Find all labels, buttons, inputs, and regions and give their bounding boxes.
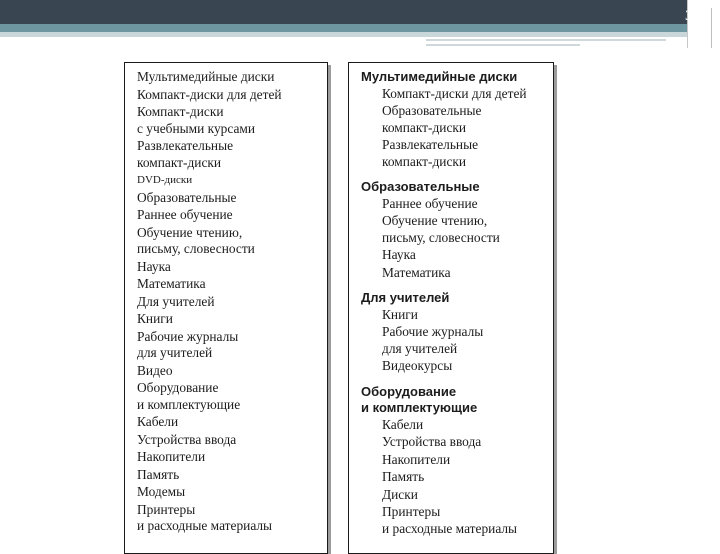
list-item: Развлекательные компакт-диски (137, 138, 234, 170)
list-item: Компакт-диски для детей (382, 85, 527, 101)
header-light-band (0, 32, 720, 37)
list-item: Видео (137, 362, 173, 378)
grouped-category-list (348, 62, 554, 554)
list-item: Видеокурсы (382, 358, 453, 373)
list-item: Принтеры и расходные материалы (382, 504, 518, 536)
category-group (361, 290, 549, 375)
list-item: DVD-диски (137, 174, 193, 186)
header-rule (426, 39, 666, 41)
category-group (361, 179, 549, 281)
list-item: Кабели (137, 414, 179, 429)
list-item: Принтеры и расходные материалы (137, 501, 273, 533)
list-item: Рабочие журналы для учителей (382, 324, 484, 356)
group-heading: Образовательные (361, 179, 480, 194)
list-item: Модемы (137, 484, 186, 499)
list-item: Накопители (382, 451, 451, 467)
list-item: Компакт-диски с учебными курсами (137, 104, 256, 136)
header-accent-band (0, 24, 720, 32)
slide-header-bar (0, 0, 720, 24)
group-heading: Мультимедийные диски (361, 69, 518, 84)
list-item: Оборудование и комплектующие (137, 380, 241, 412)
list-item: Кабели (382, 416, 424, 432)
list-item: Устройства ввода (382, 434, 482, 449)
list-item: Для учителей (137, 293, 215, 309)
list-item: Образовательные компакт-диски (382, 103, 482, 135)
category-group (361, 384, 549, 538)
list-item: Развлекательные компакт-диски (382, 137, 479, 169)
category-group (361, 69, 549, 170)
header-rule-short (426, 44, 580, 46)
list-item: Раннее обучение (382, 195, 478, 211)
group-heading: Для учителей (361, 290, 450, 305)
page-number: 37 (685, 8, 700, 24)
list-item: Обучение чтению, письму, словесности (137, 224, 255, 256)
list-item: Наука (137, 258, 171, 274)
list-item: Рабочие журналы для учителей (137, 328, 239, 360)
list-item: Диски (382, 486, 418, 502)
list-item: Память (382, 469, 425, 484)
list-item: Накопители (137, 449, 206, 464)
list-item: Обучение чтению, письму, словесности (382, 213, 500, 245)
group-heading: Оборудование и комплектующие (361, 383, 478, 415)
list-item: Книги (382, 306, 418, 322)
list-item: Математика (137, 276, 206, 291)
list-item: Математика (382, 264, 451, 280)
list-item: Компакт-диски для детей (137, 86, 282, 102)
list-item: Книги (137, 311, 173, 326)
list-item: Устройства ввода (137, 431, 237, 447)
flat-category-list (124, 62, 328, 554)
list-item: Память (137, 466, 180, 482)
list-item: Наука (382, 247, 416, 262)
list-item: Раннее обучение (137, 207, 233, 222)
list-item: Образовательные (137, 189, 237, 205)
list-item: Мультимедийные диски (137, 69, 275, 84)
